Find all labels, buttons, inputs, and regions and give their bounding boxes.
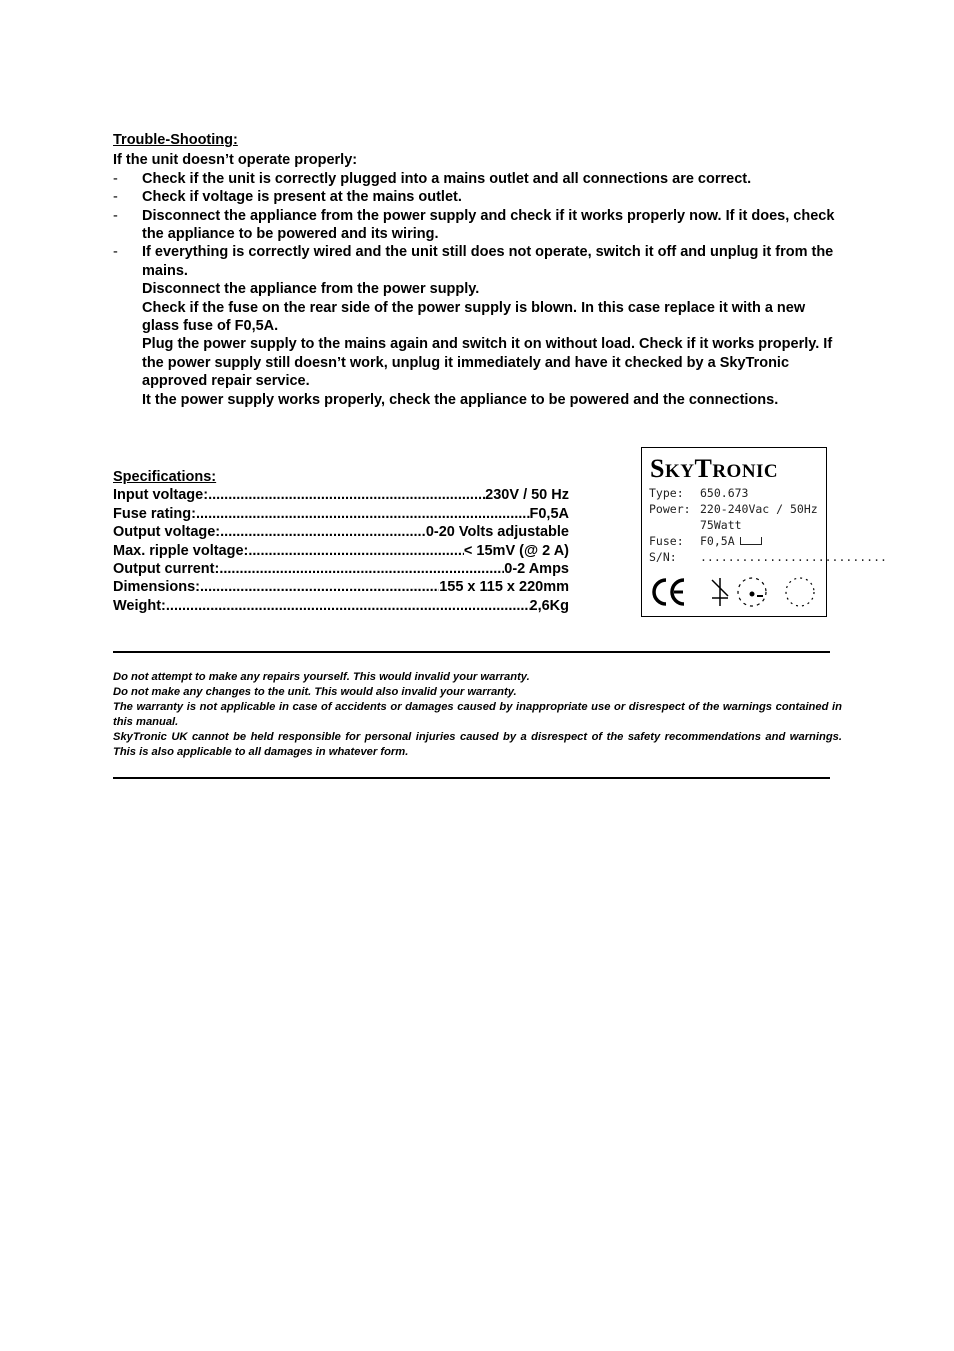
spec-value: 2,6Kg bbox=[529, 597, 569, 614]
sub-step: Check if the fuse on the rear side of the power supply is blown. In this case replace it with a new glass fuse of F0,5A. bbox=[142, 299, 806, 335]
label-row-fuse: Fuse: F0,5A bbox=[649, 533, 887, 549]
rating-label bbox=[641, 447, 887, 617]
label-row-type: Type: 650.673 bbox=[649, 486, 749, 500]
ce-mark-icon bbox=[654, 580, 684, 604]
label-row-power: Power: 220-240Vac / 50Hz bbox=[649, 502, 818, 516]
troubleshooting-section bbox=[113, 131, 843, 409]
warranty-line: Do not attempt to make any repairs yourself. This would invalid your warranty. bbox=[113, 671, 530, 683]
step-text: If everything is correctly wired and the unit still does not operate, switch it off and unplug it from the mains. bbox=[142, 244, 834, 279]
bullet-dash: - bbox=[113, 207, 118, 224]
warranty-line: The warranty is not applicable in case of accidents or damages caused by inappropriate use or disrespect of the warnings contained in this manual. bbox=[113, 700, 842, 728]
class-ii-circle-icon bbox=[738, 578, 766, 606]
spec-label: Fuse rating: bbox=[113, 505, 196, 522]
divider-bottom bbox=[113, 777, 830, 779]
spec-row-output-current bbox=[113, 560, 569, 578]
spec-row-weight bbox=[113, 597, 569, 615]
step-text: Check if the unit is correctly plugged into a mains outlet and all connections are correct. bbox=[142, 170, 752, 187]
spec-value: 155 x 115 x 220mm bbox=[439, 579, 569, 596]
bullet-dash: - bbox=[113, 170, 118, 187]
bullet-dash: - bbox=[113, 189, 118, 206]
leader-dots bbox=[248, 542, 464, 560]
warranty-notice bbox=[113, 670, 842, 759]
bullet-dash: - bbox=[113, 244, 118, 261]
sub-step: Plug the power supply to the mains again and switch it on without load. Check if it works properly. If the power supply still doesn’t work, unplug it immediately and have it checked by a SkyTronic approved repair service. bbox=[142, 336, 833, 390]
troubleshooting-steps bbox=[113, 170, 843, 280]
leader-dots bbox=[196, 505, 530, 523]
spec-row-fuse-rating bbox=[113, 505, 569, 523]
spec-value: 0-20 Volts adjustable bbox=[425, 524, 569, 541]
step-text: Check if voltage is present at the mains outlet. bbox=[142, 189, 462, 206]
leader-dots bbox=[219, 560, 504, 578]
leader-dots bbox=[166, 597, 530, 615]
spec-row-ripple-voltage bbox=[113, 542, 569, 560]
spec-row-output-voltage bbox=[113, 523, 569, 541]
spec-value: F0,5A bbox=[529, 505, 569, 522]
spec-row-input-voltage bbox=[113, 486, 569, 504]
spec-value: < 15mV (@ 2 A) bbox=[463, 542, 569, 559]
rating-label-rows bbox=[649, 485, 887, 565]
spec-label: Weight: bbox=[113, 597, 166, 614]
spec-label: Max. ripple voltage: bbox=[113, 542, 249, 559]
leader-dots bbox=[200, 578, 439, 596]
rating-label-symbols bbox=[648, 574, 824, 610]
spec-label: Dimensions: bbox=[113, 579, 201, 596]
spec-label: Output current: bbox=[113, 561, 220, 578]
dotted-circle-icon bbox=[786, 578, 814, 606]
leader-dots bbox=[208, 486, 485, 504]
leader-dots bbox=[220, 523, 426, 541]
step-item bbox=[113, 207, 843, 244]
troubleshooting-intro: If the unit doesn’t operate properly: bbox=[113, 152, 358, 169]
step-item bbox=[113, 243, 843, 280]
skytronic-logo: SKYTRONIC bbox=[650, 454, 779, 483]
fuse-symbol-icon bbox=[740, 537, 762, 545]
sub-step: It the power supply works properly, check the appliance to be powered and the connections. bbox=[142, 391, 779, 408]
warranty-line: SkyTronic UK cannot be held responsible for personal injuries caused by a disrespect of the safety recommendations and warnings. This is also applicable to all damages in whatever form. bbox=[113, 730, 842, 758]
label-row-serial: S/N: ........................... bbox=[649, 550, 887, 564]
step-text: Disconnect the appliance from the power supply and check if it works properly now. If it does, check the appliance to be powered and its wiring. bbox=[142, 207, 835, 243]
spec-row-dimensions bbox=[113, 578, 569, 596]
sub-step: Disconnect the appliance from the power supply. bbox=[142, 281, 480, 298]
warranty-line: Do not make any changes to the unit. This would also invalid your warranty. bbox=[113, 685, 517, 698]
spec-value: 0-2 Amps bbox=[504, 561, 569, 578]
spec-value: 230V / 50 Hz bbox=[485, 487, 569, 504]
spec-label: Input voltage: bbox=[113, 487, 209, 504]
troubleshooting-heading: Trouble-Shooting: bbox=[113, 132, 238, 148]
antenna-symbol-icon bbox=[712, 578, 728, 606]
specifications-title: Specifications: bbox=[113, 469, 217, 485]
spec-label: Output voltage: bbox=[113, 524, 221, 541]
divider-top bbox=[113, 651, 830, 653]
step-item bbox=[113, 188, 843, 206]
step-item bbox=[113, 170, 843, 188]
specifications-section bbox=[113, 468, 569, 615]
label-row-wattage: 75Watt bbox=[700, 518, 742, 532]
